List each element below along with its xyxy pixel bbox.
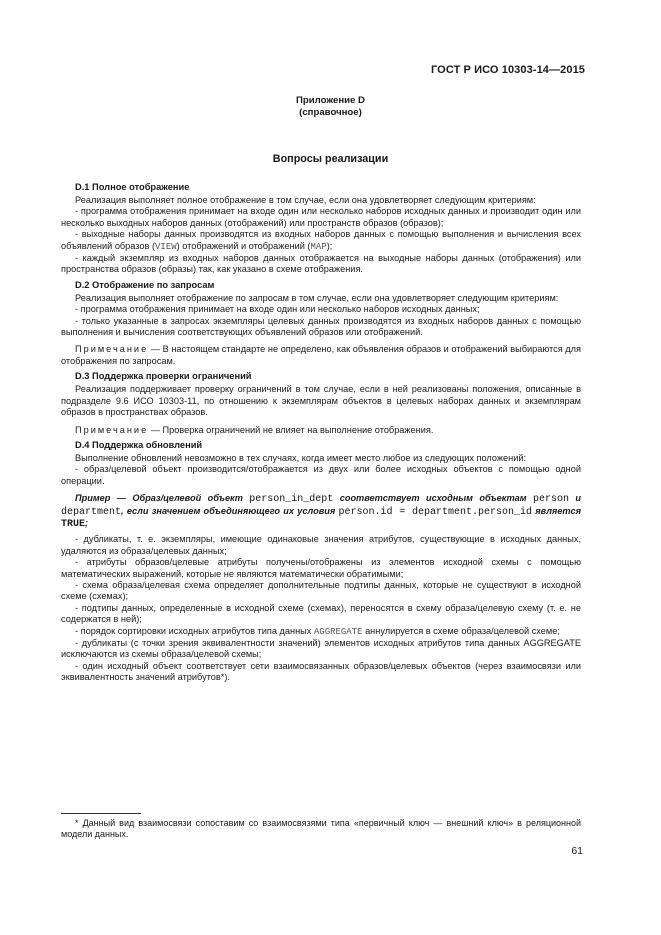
list-item: - каждый экземпляр из входных наборов данных отображается на выходные наборы данных (отображения) или пространства образов (образы) так, как указано в схеме отображения. (61, 253, 581, 275)
example-text: является (531, 505, 582, 516)
page-number: 61 (571, 845, 583, 857)
list-item: - программа отображения принимает на входе один или несколько наборов исходных данных и производит один или несколько выходных наборов данных (отображений) или пространств образов (образов); (61, 206, 581, 228)
note (61, 344, 581, 367)
example (61, 493, 581, 530)
text-span: - порядок сортировки исходных атрибутов типа данных (75, 625, 314, 636)
annex-title: Приложение D (296, 95, 365, 106)
list-item (61, 229, 581, 253)
list-item: - дубликаты (с точки зрения эквивалентности значений) элементов исходных атрибутов типа данных AGGREGATE исключаются из схемы образа/целевой схемы; (61, 638, 581, 660)
standard-header: ГОСТ Р ИСО 10303-14—2015 (430, 64, 585, 76)
footnote-divider (61, 813, 141, 814)
footnote: * Данный вид взаимосвязи сопоставим со взаимосвязями типа «первичный ключ — внешний ключ» в реляционной модели данных. (61, 818, 581, 840)
example-text: , если значением объединяющего их условия (121, 505, 339, 516)
note-text: — В настоящем стандарте не определено, как объявления образов и отображений выбираются для отображения по запросам. (61, 344, 581, 366)
section-heading-d1: D.1 Полное отображение (75, 182, 190, 192)
list-item: - дубликаты, т. е. экземпляры, имеющие одинаковые значения атрибутов, существующие в исходных данных, удаляются из образа/целевых данных; (61, 534, 581, 556)
code-keyword: MAP (310, 241, 327, 252)
example-text: Пример — Образ/целевой объект (75, 493, 250, 504)
note (61, 425, 581, 436)
section-heading-d3: D.3 Поддержка проверки ограничений (75, 371, 252, 382)
section-heading-d2: D.2 Отображение по запросам (75, 279, 215, 290)
list-item: - образ/целевой объект производится/отображается из двух или более исходных объектов с помощью одной операции. (61, 464, 581, 486)
list-item: - только указанные в запросах экземпляры целевых данных производятся из входных наборов данных с помощью выполнения и вычисления соответствующих объявлений образов или отображений. (61, 315, 581, 338)
text-span: аннулируется в схеме образа/целевой схеме; (362, 625, 560, 636)
paragraph: Выполнение обновлений невозможно в тех случаях, когда имеет место любое из следующих положений: (75, 452, 527, 463)
annex-subtitle: (справочное) (299, 107, 362, 118)
text-span: - выходные наборы данных производятся из входных наборов данных с помощью выполнения и вычисления всех объявлений образов ( (61, 229, 581, 251)
note-text: — Проверка ограничений не влияет на выполнение отображения. (148, 424, 434, 435)
document-body (61, 178, 581, 684)
section-heading-d4: D.4 Поддержка обновлений (75, 439, 203, 450)
example-text: ; (85, 517, 89, 528)
code-identifier: person (532, 494, 569, 506)
list-item: - подтипы данных, определенные в исходной схеме (схемах), переносятся в схему образа/целевую схему (т. е. не содержатся в ней); (61, 602, 581, 625)
note-label: Примечание (75, 344, 149, 355)
list-item: - программа отображения принимает на входе один или несколько наборов исходных данных; (75, 304, 480, 315)
code-identifier: person_in_dept (249, 494, 334, 506)
paragraph: Реализация выполняет отображение по запросам в том случае, если она удовлетворяет следующим критериям: (75, 292, 559, 303)
example-text: соответствует исходным объектам (333, 493, 533, 504)
list-item: - один исходный объект соответствует сети взаимосвязанных образов/целевых объектов (через взаимосвязи или эквивалентность значений атрибутов*). (61, 660, 581, 683)
code-keyword: AGGREGATE (313, 626, 363, 637)
text-span: ); (326, 240, 333, 251)
list-item: - атрибуты образов/целевые атрибуты получены/отображены из элементов исходной схемы с помощью математических выражений, которые не являются математически обратимыми; (61, 557, 581, 579)
code-identifier: person.id = department.person_id (338, 506, 532, 518)
example-text: и (568, 493, 581, 504)
code-identifier: TRUE (61, 518, 86, 530)
list-item (61, 626, 581, 638)
note-label: Примечание (75, 424, 149, 435)
code-identifier: department (61, 506, 122, 518)
paragraph: Реализация поддерживает проверку ограничений в том случае, если в ней реализованы положения, описанные в подразделе 9.6 ИСО 10303-11, по отношению к экземплярам объектов в целевых наборах данных и экземплярам образов в пространствах образов. (61, 384, 581, 418)
paragraph: Реализация выполняет полное отображение в том случае, если она удовлетворяет следующим критериям: (75, 195, 536, 205)
page-title: Вопросы реализации (272, 153, 389, 165)
text-span: ) отображений и отображений ( (176, 240, 311, 251)
code-keyword: VIEW (155, 241, 177, 252)
list-item: - схема образа/целевая схема определяет дополнительные подтипы данных, которые не существуют в исходной схеме (схемах); (61, 579, 581, 602)
